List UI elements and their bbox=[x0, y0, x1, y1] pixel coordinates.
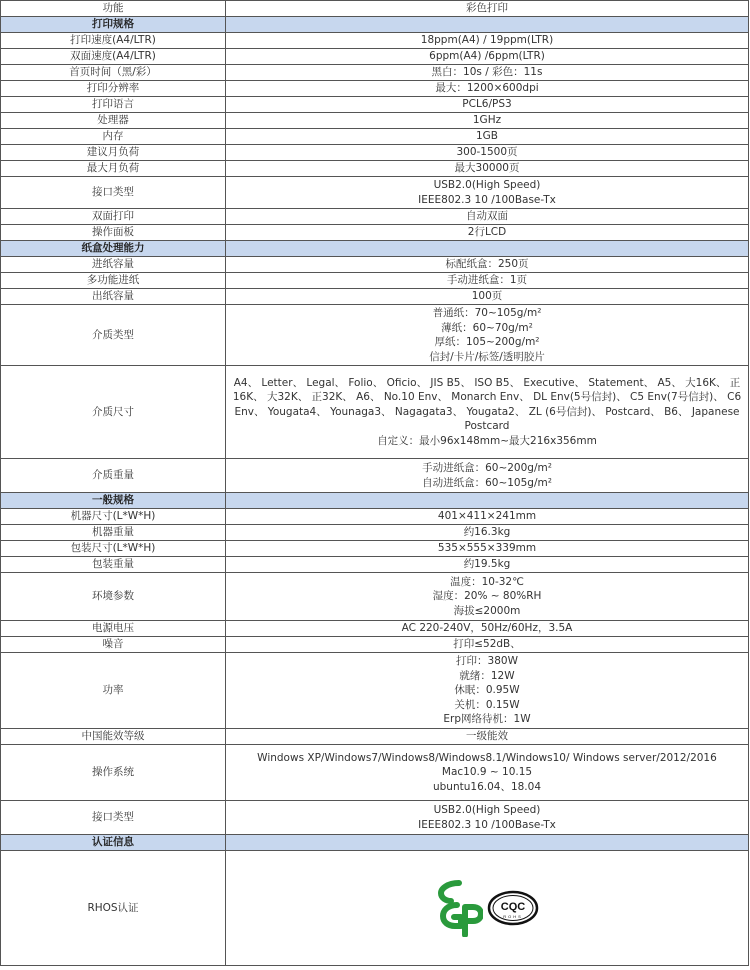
table-row bbox=[1, 129, 749, 145]
table-row bbox=[1, 745, 749, 801]
row-label: 电源电压 bbox=[1, 621, 226, 637]
row-value: USB2.0(High Speed) bbox=[433, 179, 541, 191]
row-value: 关机：0.15W bbox=[454, 698, 520, 711]
section-title: 一般规格 bbox=[1, 493, 226, 509]
row-label: 操作面板 bbox=[1, 225, 226, 241]
row-value: 薄纸：60~70g/m² bbox=[441, 321, 533, 334]
table-row bbox=[1, 161, 749, 177]
row-label: 最大月负荷 bbox=[1, 161, 226, 177]
row-value: 黑白：10s / 彩色：11s bbox=[431, 66, 543, 79]
row-label: 机器尺寸(L*W*H) bbox=[1, 509, 226, 525]
section-row bbox=[1, 835, 749, 851]
row-value: 温度：10-32℃ bbox=[450, 575, 524, 588]
row-label: 操作系统 bbox=[1, 745, 226, 801]
row-value: 打印：380W bbox=[456, 655, 518, 668]
table-row bbox=[1, 729, 749, 745]
row-label: 包装尺寸(L*W*H) bbox=[1, 541, 226, 557]
cqc-logo-subtext: ROHS bbox=[503, 914, 523, 919]
row-value: IEEE802.3 10 /100Base-Tx bbox=[418, 818, 556, 831]
cgp-g-shape bbox=[443, 905, 461, 926]
cgp-c-shape bbox=[441, 883, 459, 901]
row-value: 一级能效 bbox=[466, 730, 508, 743]
table-row bbox=[1, 97, 749, 113]
row-value: USB2.0(High Speed) bbox=[433, 804, 541, 816]
row-value: 535×555×339mm bbox=[437, 542, 537, 555]
table-row bbox=[1, 257, 749, 273]
row-value: 自动双面 bbox=[466, 210, 508, 223]
section-title: 认证信息 bbox=[1, 835, 226, 851]
row-value: 就绪：12W bbox=[459, 669, 515, 682]
row-value: 湿度：20% ~ 80%RH bbox=[432, 590, 542, 603]
row-value: 手动进纸盒：1页 bbox=[446, 274, 528, 287]
row-value: IEEE802.3 10 /100Base-Tx bbox=[418, 193, 556, 206]
row-label: 打印速度(A4/LTR) bbox=[1, 33, 226, 49]
row-label: 机器重量 bbox=[1, 525, 226, 541]
section-row bbox=[1, 241, 749, 257]
row-value: A4、 Letter、 Legal、 Folio、 Oficio、 JIS B5、 ISO B5、 Executive、 Statement、 A5、 大16K、 正16K、 大32K、 正32K、 A6、 No.10 Env、 Monarch Env、 DL Env(5号信封)、 C5 Env(7号信封)、 C6 Env、 Yougata4、 Younaga3、 Nagagata3、 Yougata2、 ZL (6号信封)、 Postcard、 B6、 Japanese Postcard bbox=[232, 376, 742, 433]
table-row bbox=[1, 177, 749, 209]
row-value: 标配纸盒：250页 bbox=[445, 258, 529, 271]
row-value: 海拔≤2000m bbox=[453, 604, 521, 617]
row-label: 出纸容量 bbox=[1, 289, 226, 305]
table-row bbox=[1, 851, 749, 966]
row-value: AC 220-240V，50Hz/60Hz，3.5A bbox=[401, 622, 573, 635]
row-value: Erp网络待机：1W bbox=[443, 713, 531, 726]
row-value: 最大：1200×600dpi bbox=[435, 82, 539, 95]
row-label: 中国能效等级 bbox=[1, 729, 226, 745]
row-value: 300-1500页 bbox=[456, 146, 518, 159]
table-row bbox=[1, 621, 749, 637]
table-row bbox=[1, 225, 749, 241]
table-row bbox=[1, 305, 749, 366]
row-value: Windows XP/Windows7/Windows8/Windows8.1/Windows10/ Windows server/2012/2016 bbox=[257, 751, 717, 764]
row-value: 约16.3kg bbox=[463, 526, 511, 539]
row-value: 普通纸：70~105g/m² bbox=[432, 307, 542, 319]
row-label: 多功能进纸 bbox=[1, 273, 226, 289]
row-label: 打印分辨率 bbox=[1, 81, 226, 97]
row-value: 6ppm(A4) /6ppm(LTR) bbox=[429, 50, 545, 63]
row-value: 手动进纸盒：60~200g/m² bbox=[422, 462, 552, 474]
row-label: 接口类型 bbox=[1, 177, 226, 209]
table-row bbox=[1, 145, 749, 161]
table-row bbox=[1, 637, 749, 653]
table-row bbox=[1, 33, 749, 49]
row-label: 双面速度(A4/LTR) bbox=[1, 49, 226, 65]
row-label: 包装重量 bbox=[1, 557, 226, 573]
table-row bbox=[1, 557, 749, 573]
table-row bbox=[1, 525, 749, 541]
row-label: 内存 bbox=[1, 129, 226, 145]
row-value: 休眠：0.95W bbox=[454, 684, 520, 697]
header-label: 功能 bbox=[1, 1, 226, 17]
row-value: 401×411×241mm bbox=[437, 510, 537, 523]
row-label: 打印语言 bbox=[1, 97, 226, 113]
header-value: 彩色打印 bbox=[226, 1, 749, 17]
row-label: 建议月负荷 bbox=[1, 145, 226, 161]
row-label: 介质尺寸 bbox=[1, 366, 226, 459]
table-row bbox=[1, 209, 749, 225]
cqc-logo-text: CQC bbox=[500, 901, 526, 913]
row-label: 首页时间（黑/彩） bbox=[1, 65, 226, 81]
row-label: 双面打印 bbox=[1, 209, 226, 225]
row-value: 信封/卡片/标签/透明胶片 bbox=[429, 350, 545, 363]
table-row bbox=[1, 653, 749, 729]
row-value: ubuntu16.04、18.04 bbox=[432, 780, 542, 793]
cqc-logo-icon bbox=[487, 890, 539, 926]
row-label: 环境参数 bbox=[1, 573, 226, 621]
row-label: 接口类型 bbox=[1, 801, 226, 835]
table-row bbox=[1, 273, 749, 289]
section-title: 纸盒处理能力 bbox=[1, 241, 226, 257]
row-label: 进纸容量 bbox=[1, 257, 226, 273]
cgp-logo-icon bbox=[435, 879, 483, 937]
row-value: 厚纸：105~200g/m² bbox=[434, 336, 540, 348]
table-row bbox=[1, 81, 749, 97]
table-row bbox=[1, 541, 749, 557]
table-row bbox=[1, 459, 749, 493]
header-row bbox=[1, 1, 749, 17]
cert-label: RHOS认证 bbox=[1, 851, 226, 966]
section-title: 打印规格 bbox=[1, 17, 226, 33]
table-row bbox=[1, 573, 749, 621]
cert-logos bbox=[226, 851, 749, 966]
table-row bbox=[1, 509, 749, 525]
table-row bbox=[1, 801, 749, 835]
row-value: 18ppm(A4) / 19ppm(LTR) bbox=[420, 34, 554, 47]
row-value: PCL6/PS3 bbox=[462, 98, 512, 111]
row-value: 打印≤52dB、 bbox=[453, 638, 521, 651]
row-value: 约19.5kg bbox=[463, 558, 511, 571]
row-label: 介质重量 bbox=[1, 459, 226, 493]
row-value: 2行LCD bbox=[467, 226, 507, 239]
row-label: 处理器 bbox=[1, 113, 226, 129]
section-row bbox=[1, 17, 749, 33]
row-value: 自定义：最小96x148mm~最大216x356mm bbox=[377, 434, 597, 447]
row-label: 噪音 bbox=[1, 637, 226, 653]
row-value: Mac10.9 ~ 10.15 bbox=[441, 766, 533, 779]
row-label: 介质类型 bbox=[1, 305, 226, 366]
section-row bbox=[1, 493, 749, 509]
table-row bbox=[1, 65, 749, 81]
row-value: 100页 bbox=[471, 290, 503, 303]
table-row bbox=[1, 113, 749, 129]
table-row bbox=[1, 49, 749, 65]
row-label: 功率 bbox=[1, 653, 226, 729]
row-value: 最大30000页 bbox=[454, 162, 520, 175]
row-value: 1GB bbox=[475, 130, 499, 143]
cgp-p-shape bbox=[465, 907, 481, 935]
table-row bbox=[1, 289, 749, 305]
row-value: 1GHz bbox=[472, 114, 502, 127]
row-value: 自动进纸盒：60~105g/m² bbox=[422, 476, 552, 489]
table-row bbox=[1, 366, 749, 459]
